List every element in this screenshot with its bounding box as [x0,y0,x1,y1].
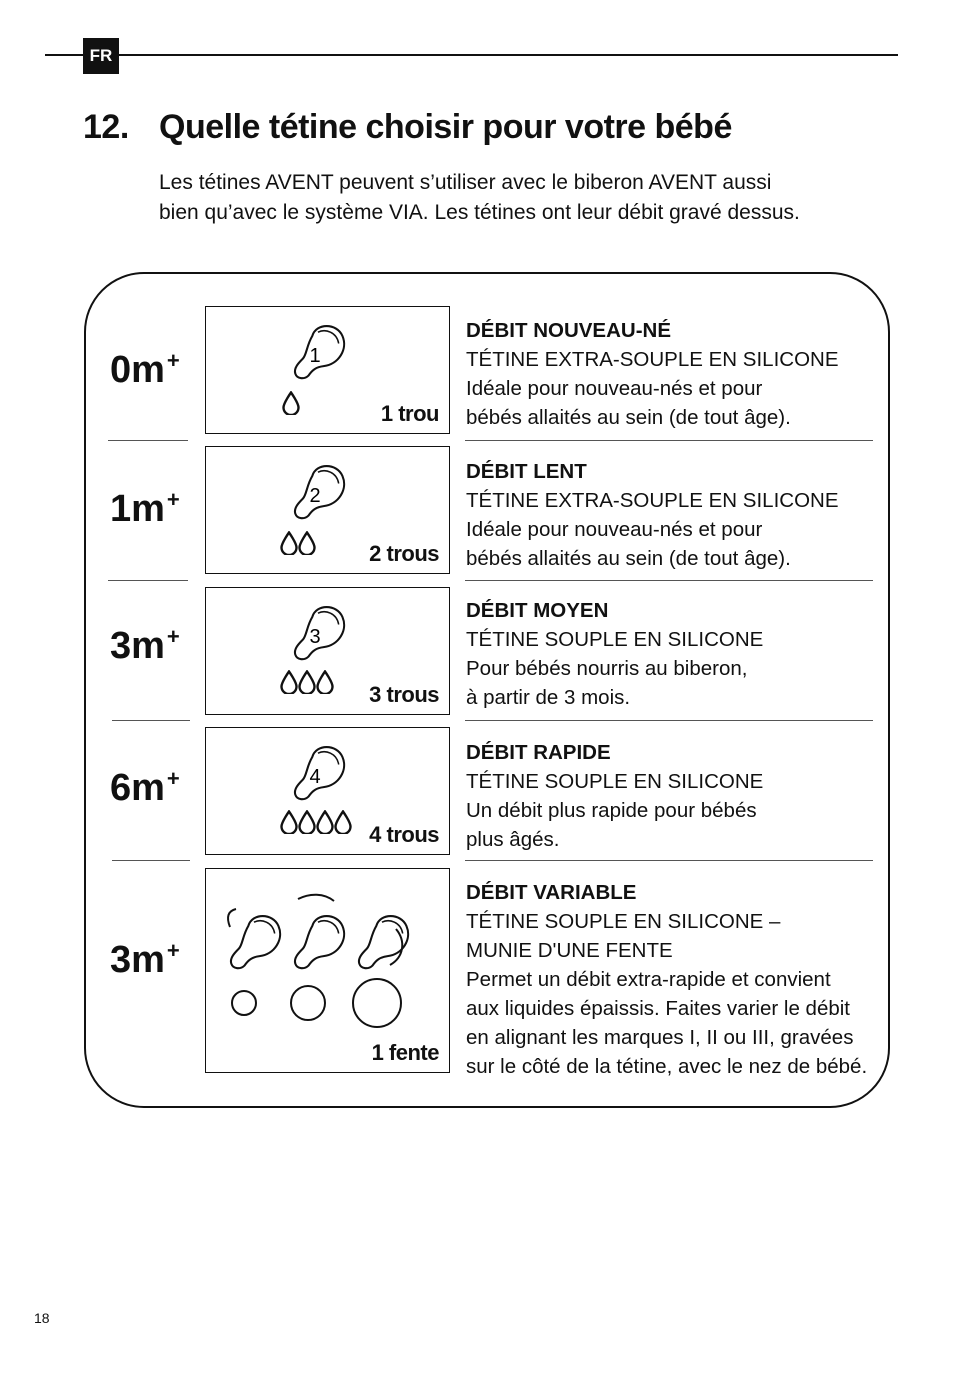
teat-number: 2 [309,485,321,507]
desc-line: sur le côté de la tétine, avec le nez de bébé. [466,1055,868,1078]
desc-line: Pour bébés nourris au biberon, [466,657,748,680]
row-divider-left [108,580,188,581]
intro-paragraph [159,168,879,228]
desc-line: Un débit plus rapide pour bébés [466,799,757,822]
row-divider-right [465,720,873,721]
teat-number: 4 [309,766,321,788]
holes-label: 2 trous [369,541,439,566]
age-label-3m: 3m+ [110,624,180,667]
desc-line: TÉTINE EXTRA-SOUPLE EN SILICONE [466,489,839,512]
flow-heading: DÉBIT MOYEN [466,599,609,622]
desc-line: aux liquides épaissis. Faites varier le débit [466,997,850,1020]
age-label-6m: 6m+ [110,766,180,809]
desc-line: en alignant les marques I, II ou III, gravées [466,1026,854,1049]
desc-line: Idéale pour nouveau-nés et pour [466,377,763,400]
flow-description-slow [466,457,876,573]
teat-box-4-holes [205,727,450,855]
desc-line: bébés allaités au sein (de tout âge). [466,547,791,570]
row-divider-left [112,860,190,861]
flow-description-variable [466,878,876,1081]
language-badge: FR [83,38,119,74]
desc-line: plus âgés. [466,828,560,851]
flow-description-newborn [466,316,876,432]
desc-line: Permet un débit extra-rapide et convient [466,968,831,991]
holes-label: 1 fente [371,1040,439,1065]
age-label-3m-variable: 3m+ [110,938,180,981]
teat-number: 3 [309,626,321,648]
flow-description-fast [466,738,876,854]
row-divider-right [465,860,873,861]
desc-line: Idéale pour nouveau-nés et pour [466,518,763,541]
age-label-1m: 1m+ [110,487,180,530]
holes-label: 1 trou [380,401,439,426]
row-divider-left [112,720,190,721]
holes-label: 4 trous [369,822,439,847]
flow-heading: DÉBIT RAPIDE [466,741,611,764]
intro-line: bien qu’avec le système VIA. Les tétines ont leur débit gravé dessus. [159,201,800,224]
desc-line: TÉTINE SOUPLE EN SILICONE – [466,910,781,933]
desc-line: TÉTINE SOUPLE EN SILICONE [466,628,764,651]
flow-description-medium [466,596,876,712]
age-label-0m: 0m+ [110,348,180,391]
flow-heading: DÉBIT NOUVEAU-NÉ [466,319,672,342]
flow-heading: DÉBIT LENT [466,460,587,483]
desc-line: TÉTINE SOUPLE EN SILICONE [466,770,764,793]
flow-heading: DÉBIT VARIABLE [466,881,637,904]
holes-label: 3 trous [369,682,439,707]
header-rule [45,54,898,56]
teat-number: 1 [309,345,321,367]
page-title [83,108,732,147]
desc-line: à partir de 3 mois. [466,686,631,709]
desc-line: bébés allaités au sein (de tout âge). [466,406,791,429]
row-divider-right [465,580,873,581]
desc-line: TÉTINE EXTRA-SOUPLE EN SILICONE [466,348,839,371]
teat-box-slit [205,868,450,1073]
page-number: 18 [34,1310,50,1326]
teat-box-2-holes [205,446,450,574]
desc-line: MUNIE D'UNE FENTE [466,939,673,962]
row-divider-right [465,440,873,441]
teat-box-1-hole [205,306,450,434]
section-number: 12. [83,108,129,146]
intro-line: Les tétines AVENT peuvent s’utiliser avec le biberon AVENT aussi [159,171,772,194]
teat-box-3-holes [205,587,450,715]
section-title: Quelle tétine choisir pour votre bébé [159,108,732,146]
row-divider-left [108,440,188,441]
